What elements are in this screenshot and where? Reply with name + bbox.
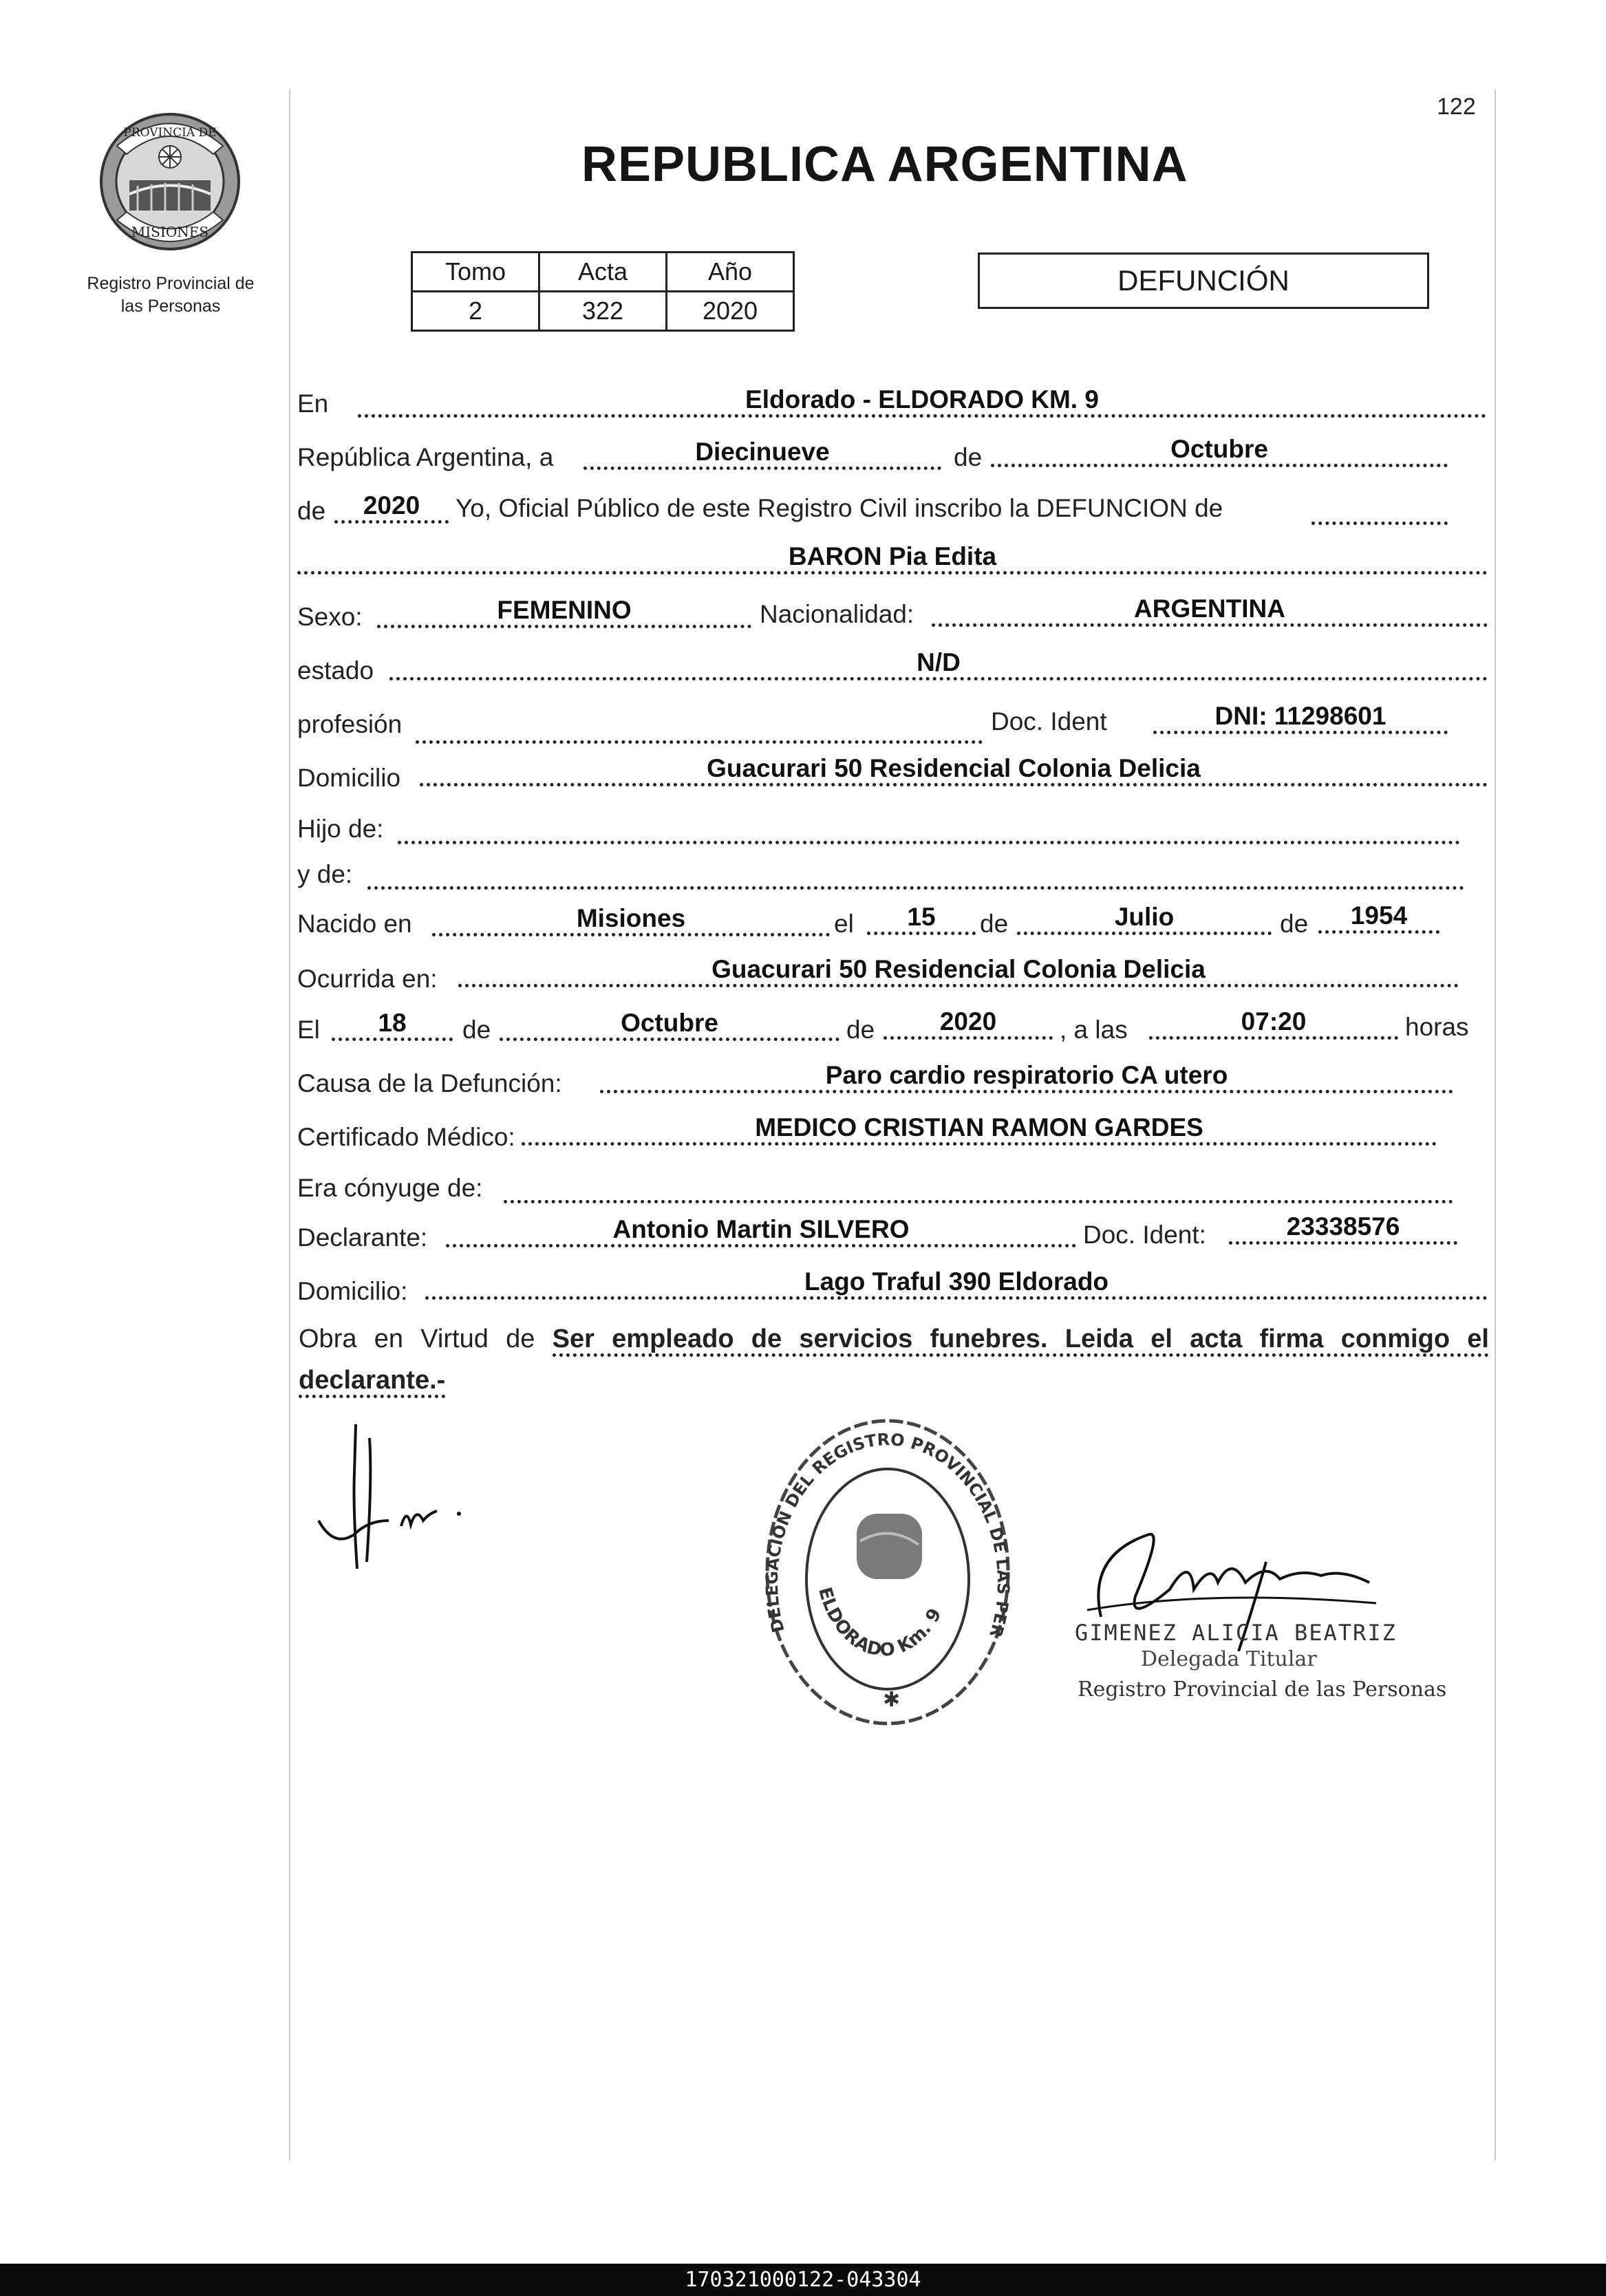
field-y-de — [367, 857, 1464, 890]
reference-value-row — [412, 292, 794, 331]
field-mes-texto: Octubre — [991, 435, 1448, 467]
official-registry: Registro Provincial de las Personas — [1078, 1677, 1447, 1702]
tomo-header: Tomo — [412, 253, 539, 292]
field-obra: Ser empleado de servicios funebres. Leida el acta firma conmigo el declarante.- — [299, 1324, 1489, 1398]
registry-label-line1: Registro Provincial de — [87, 274, 255, 293]
field-nacido-mes: Julio — [1017, 903, 1272, 935]
label-causa: Causa de la Defunción: — [297, 1069, 562, 1097]
field-declarante: Antonio Martin SILVERO — [446, 1215, 1076, 1247]
official-role: Delegada Titular — [1141, 1647, 1317, 1671]
official-name: GIMENEZ ALICIA BEATRIZ — [1075, 1620, 1397, 1646]
label-declarante: Declarante: — [297, 1223, 428, 1252]
label-republica: República Argentina, a — [297, 443, 554, 471]
anio-value: 2020 — [667, 292, 794, 331]
reference-table — [411, 251, 795, 332]
label-el: el — [834, 910, 854, 938]
svg-text:MISIONES: MISIONES — [131, 224, 209, 240]
label-sexo: Sexo: — [297, 603, 363, 631]
label-hijo-de: Hijo de: — [297, 815, 384, 843]
svg-text:PROVINCIA DE: PROVINCIA DE — [123, 126, 217, 140]
field-dia-texto: Diecinueve — [583, 438, 941, 470]
label-conyuge: Era cónyuge de: — [297, 1174, 483, 1202]
label-horas: horas — [1405, 1013, 1469, 1041]
svg-text:✱: ✱ — [883, 1688, 901, 1712]
registry-label-line2: las Personas — [120, 297, 221, 316]
acta-header: Acta — [539, 253, 667, 292]
field-sexo: FEMENINO — [377, 596, 751, 628]
label-de-1: de — [954, 443, 983, 471]
svg-text:DELEGACION DEL REGISTRO PROVIN: DELEGACION DEL REGISTRO PROVINCIAL DE LAS PER — [762, 1430, 1014, 1640]
field-lugar: Eldorado - ELDORADO KM. 9 — [358, 385, 1486, 418]
field-nombre: BARON Pia Edita — [297, 542, 1488, 575]
field-hijo-de — [398, 812, 1460, 844]
document-type-box: DEFUNCIÓN — [978, 253, 1429, 309]
label-de-3: de — [980, 910, 1009, 938]
label-de-6: de — [846, 1016, 875, 1044]
svg-text:ELDORADO Km. 9: ELDORADO Km. 9 — [814, 1585, 946, 1661]
label-de-2: de — [297, 497, 326, 525]
label-en: En — [297, 389, 329, 418]
obra-en-virtud-paragraph — [299, 1318, 1489, 1401]
official-stamp — [743, 1404, 1032, 1741]
label-doc-ident-2: Doc. Ident: — [1083, 1221, 1206, 1249]
reference-header-row — [412, 253, 794, 292]
page-title: REPUBLICA ARGENTINA — [581, 137, 1188, 192]
field-anio: 2020 — [334, 491, 449, 524]
label-oficial: Yo, Oficial Público de este Registro Civil inscribo la DEFUNCION de — [456, 494, 1223, 522]
field-declarante-doc: 23338576 — [1229, 1212, 1457, 1245]
label-nacionalidad: Nacionalidad: — [760, 600, 914, 628]
label-de-4: de — [1280, 910, 1309, 938]
field-nacido-anio: 1954 — [1318, 901, 1439, 934]
provincial-seal-logo — [96, 105, 244, 253]
tomo-value: 2 — [412, 292, 539, 331]
declarant-signature — [313, 1417, 478, 1576]
label-a-las: , a las — [1060, 1016, 1128, 1044]
field-fallecido-dia: 18 — [332, 1009, 453, 1041]
acta-value: 322 — [539, 292, 667, 331]
field-declarante-domicilio: Lago Traful 390 Eldorado — [425, 1267, 1488, 1300]
field-ocurrida-en: Guacurari 50 Residencial Colonia Delicia — [458, 955, 1459, 987]
label-doc-ident: Doc. Ident — [991, 707, 1107, 736]
label-obra-en-virtud: Obra en Virtud de — [299, 1324, 535, 1353]
field-causa: Paro cardio respiratorio CA utero — [600, 1061, 1453, 1093]
field-nacionalidad: ARGENTINA — [932, 594, 1488, 627]
field-certificado: MEDICO CRISTIAN RAMON GARDES — [522, 1113, 1437, 1146]
right-margin-line — [1495, 89, 1496, 2160]
label-nacido-en: Nacido en — [297, 910, 412, 938]
field-conyuge — [504, 1171, 1453, 1203]
label-estado: estado — [297, 656, 374, 685]
label-el-cap: El — [297, 1016, 320, 1044]
footer-code: 170321000122-043304 — [0, 2264, 1606, 2296]
label-ocurrida-en: Ocurrida en: — [297, 965, 438, 993]
field-fallecido-anio: 2020 — [884, 1007, 1053, 1040]
field-domicilio: Guacurari 50 Residencial Colonia Delicia — [420, 754, 1488, 786]
field-profesion — [416, 711, 983, 744]
field-oficial-blank — [1311, 493, 1448, 525]
label-certificado: Certificado Médico: — [297, 1123, 515, 1151]
left-margin-line — [289, 89, 290, 2160]
field-nacido-lugar: Misiones — [432, 904, 830, 936]
field-hora: 07:20 — [1149, 1007, 1398, 1040]
anio-header: Año — [667, 253, 794, 292]
label-domicilio-2: Domicilio: — [297, 1277, 408, 1305]
label-profesion: profesión — [297, 710, 403, 738]
label-y-de: y de: — [297, 860, 353, 888]
field-fallecido-mes: Octubre — [500, 1009, 839, 1041]
registry-label — [67, 272, 274, 318]
page-number: 122 — [1437, 94, 1476, 120]
field-estado: N/D — [389, 648, 1488, 680]
field-doc-ident: DNI: 11298601 — [1153, 702, 1448, 734]
label-de-5: de — [462, 1016, 491, 1044]
label-domicilio: Domicilio — [297, 764, 401, 792]
field-nacido-dia: 15 — [867, 903, 976, 935]
